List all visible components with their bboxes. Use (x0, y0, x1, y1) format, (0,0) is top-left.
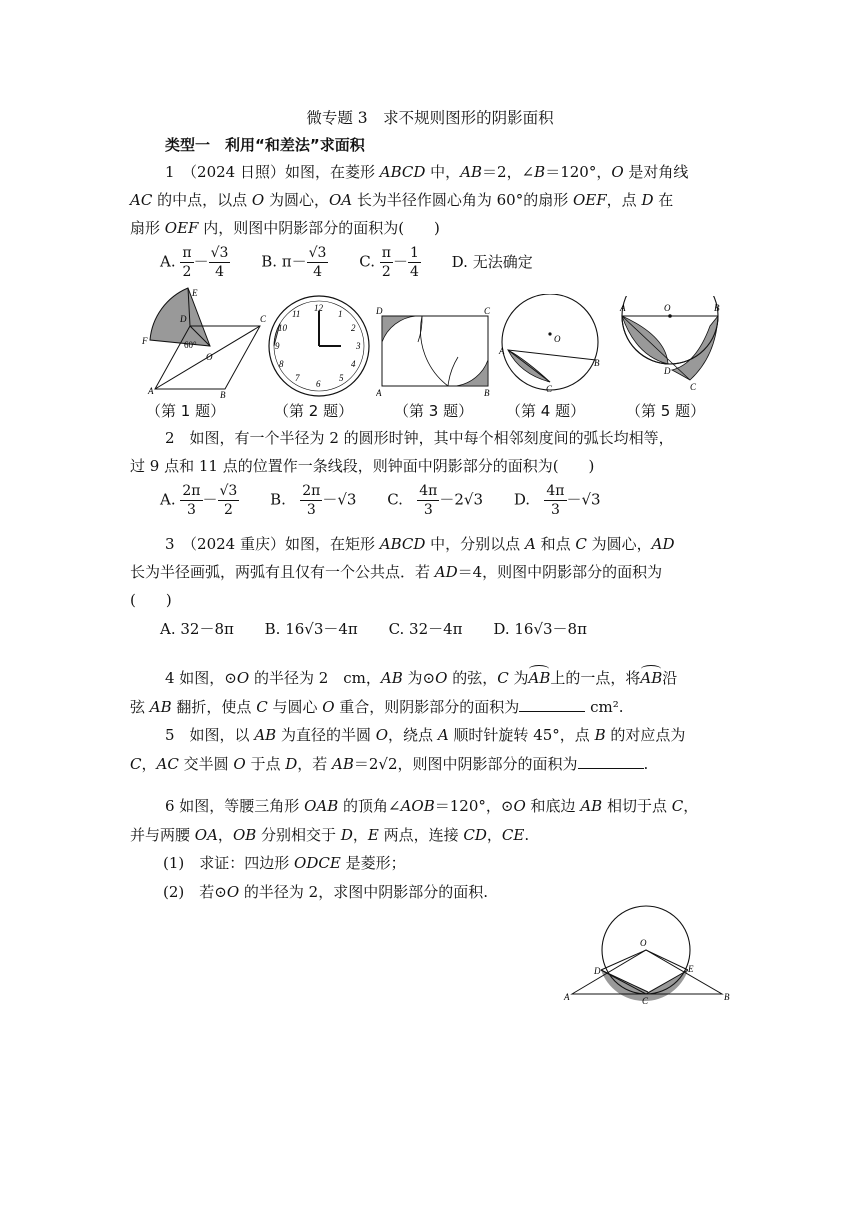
q6-line1: 6 如图，等腰三角形 OAB 的顶角∠AOB＝120°，⊙O 和底边 AB 相切于点 C， (165, 797, 699, 815)
svg-text:1: 1 (338, 309, 343, 319)
svg-text:O: O (554, 334, 561, 344)
q6-part1: (1) 求证：四边形 ODCE 是菱形； (163, 854, 406, 872)
q3-line2: 长为半径画弧，两弧有且仅有一个公共点．若 AD＝4，则图中阴影部分的面积为 (130, 563, 663, 581)
svg-text:6: 6 (316, 379, 321, 389)
caption-fig-1: （第 1 题） (146, 402, 226, 420)
svg-text:B: B (594, 358, 600, 368)
q2-options (160, 482, 627, 519)
svg-text:9: 9 (275, 341, 280, 351)
figure-2-clock (266, 293, 372, 399)
q5-line1: 5 如图，以 AB 为直径的半圆 O，绕点 A 顺时针旋转 45°，点 B 的对应点为 (165, 726, 686, 744)
q6-line2: 并与两腰 OA，OB 分别相交于 D，E 两点，连接 CD，CE. (130, 826, 530, 844)
q2-option-a: A. $\frac{2\pi}{3}$ － $\frac{√3}{2}$ (160, 483, 238, 518)
q5-line2: C，AC 交半圆 O 于点 D，若 AB＝2√2，则图中阴影部分的面积为 . (130, 755, 649, 773)
q1-line1: 1 （2024 日照）如图，在菱形 ABCD 中，AB＝2，∠B＝120°，O 是对角线 (165, 163, 689, 181)
q3-line1: 3 （2024 重庆）如图，在矩形 ABCD 中，分别以点 A 和点 C 为圆心，AD (165, 535, 675, 553)
page-title: 微专题 3 求不规则图形的阴影面积 (306, 109, 554, 127)
q2-option-c: C. $\frac{4\pi}{3}$ －2√3 (387, 483, 484, 518)
caption-fig-4: （第 4 题） (506, 402, 586, 420)
q1-line3: 扇形 OEF 内，则图中阴影部分的面积为( ) (130, 219, 440, 237)
svg-text:C: C (690, 382, 697, 392)
svg-text:12: 12 (314, 303, 323, 313)
q3-option-d: D. 16√3－8π (493, 620, 587, 638)
q1-option-a: A. $\frac{\pi}{2}$ － $\frac{√3}{4}$ (160, 245, 229, 280)
q6-part2: (2) 若⊙O 的半径为 2，求图中阴影部分的面积. (163, 883, 488, 901)
svg-text:A: A (564, 992, 570, 1002)
svg-text:B: B (484, 388, 490, 398)
svg-text:C: C (260, 314, 267, 324)
q2-option-b: B. $\frac{2\pi}{3}$ －√3 (270, 483, 357, 518)
q2-option-d: D. $\frac{4\pi}{3}$ －√3 (513, 483, 601, 518)
q1-line2: AC 的中点，以点 O 为圆心，OA 长为半径作圆心角为 60°的扇形 OEF，点 D 在 (130, 191, 674, 209)
q1-options (160, 244, 559, 281)
q4-line2: 弦 AB 翻折，使点 C 与圆心 O 重合，则阴影部分的面积为 cm². (130, 698, 624, 716)
figure-4-circle (496, 294, 606, 398)
q1-option-c: C. $\frac{\pi}{2}$ － $\frac{1}{4}$ (359, 245, 419, 280)
q1-option-b: B. π－ $\frac{√3}{4}$ (261, 245, 327, 280)
figure-1-rhombus (140, 286, 270, 398)
q2-line2: 过 9 点和 11 点的位置作一条线段，则钟面中阴影部分的面积为( ) (130, 457, 595, 475)
svg-text:E: E (688, 964, 694, 974)
svg-text:D: D (376, 306, 383, 316)
svg-text:A: A (376, 388, 382, 398)
svg-text:11: 11 (292, 309, 301, 319)
q4-answer-blank[interactable] (519, 697, 585, 712)
figure-3-rectangle (376, 302, 496, 398)
svg-text:O: O (206, 352, 213, 362)
svg-text:B: B (220, 390, 226, 398)
svg-text:B: B (714, 303, 720, 313)
svg-text:8: 8 (279, 359, 284, 369)
svg-text:A: A (499, 346, 505, 356)
svg-text:B: B (724, 992, 730, 1002)
svg-text:C: C (642, 996, 649, 1006)
q3-option-c: C. 32－4π (388, 620, 463, 638)
caption-fig-2: （第 2 题） (274, 402, 354, 420)
q4-line1: 4 如图，⊙O 的半径为 2 cm，AB 为⊙O 的弦，C 为AB上的一点，将AB沿 (165, 669, 678, 687)
svg-text:E: E (192, 288, 198, 298)
svg-text:3: 3 (356, 341, 361, 351)
svg-text:O: O (664, 303, 671, 313)
svg-text:A: A (148, 386, 154, 396)
svg-text:F: F (142, 336, 148, 346)
svg-text:A: A (620, 303, 626, 313)
q2-line1: 2 如图，有一个半径为 2 的圆形时钟，其中每个相邻刻度间的弧长均相等， (165, 429, 674, 447)
svg-text:O: O (640, 938, 647, 948)
svg-text:D: D (594, 966, 601, 976)
figure-5-semicircle (606, 296, 724, 400)
svg-text:7: 7 (295, 373, 300, 383)
svg-text:D: D (664, 366, 671, 376)
caption-fig-5: （第 5 题） (626, 402, 706, 420)
svg-text:60°: 60° (184, 340, 197, 350)
q5-answer-blank[interactable] (578, 754, 644, 769)
q3-options (160, 618, 613, 639)
caption-fig-3: （第 3 题） (394, 402, 474, 420)
svg-text:C: C (484, 306, 491, 316)
q3-option-b: B. 16√3－4π (264, 620, 358, 638)
svg-text:C: C (546, 384, 553, 394)
svg-text:10: 10 (278, 323, 287, 333)
section-heading: 类型一 利用“和差法”求面积 (165, 136, 365, 154)
q1-option-d: D. 无法确定 (451, 252, 533, 271)
svg-text:2: 2 (351, 323, 356, 333)
figure-6-tangent-circle (560, 904, 740, 1010)
q3-option-a: A. 32－8π (160, 620, 234, 638)
q3-line3: ( ) (130, 591, 172, 609)
svg-text:5: 5 (339, 373, 344, 383)
svg-text:D: D (180, 314, 187, 324)
svg-text:4: 4 (351, 359, 356, 369)
